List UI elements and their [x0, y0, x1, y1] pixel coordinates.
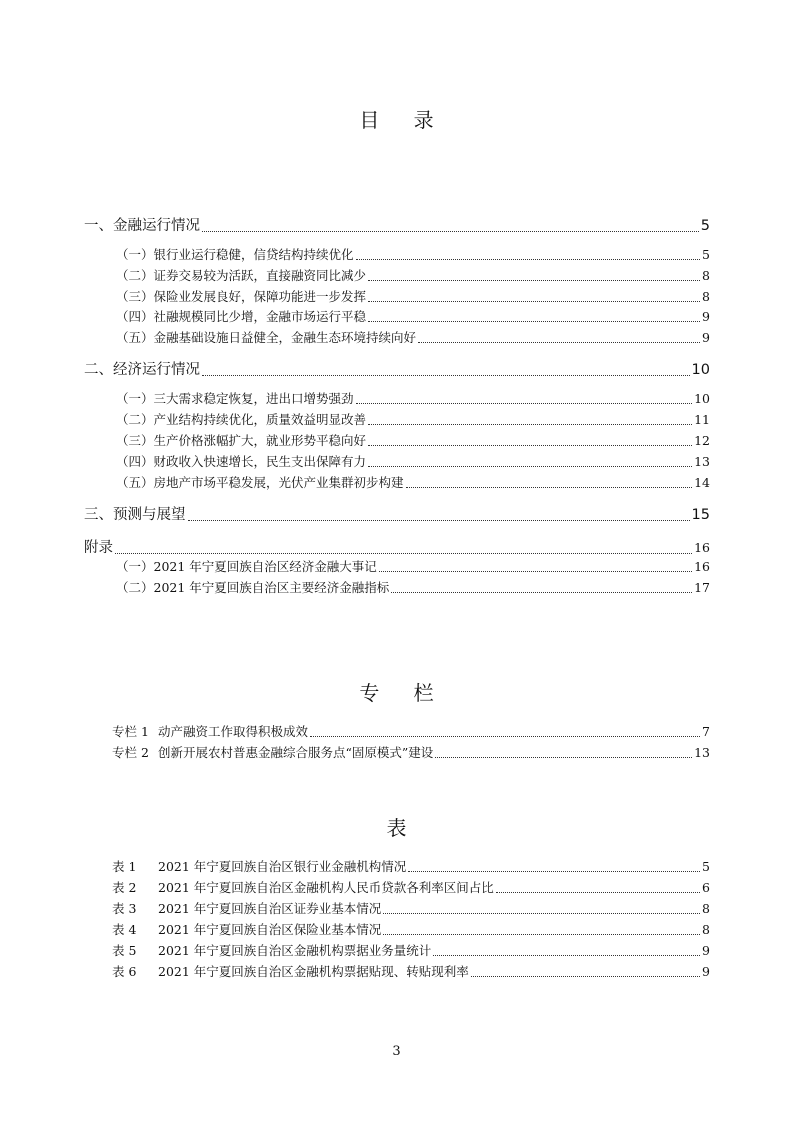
table-entry[interactable] [112, 962, 710, 980]
toc-item-label: （一）2021 年宁夏回族自治区经济金融大事记 [116, 559, 377, 574]
toc-page-number: 7 [702, 724, 710, 739]
leader-dots [356, 402, 693, 404]
leader-dots [418, 341, 700, 343]
toc-section-label: 三、预测与展望 [84, 507, 186, 523]
toc-item-label: （一）银行业运行稳健，信贷结构持续优化 [116, 247, 354, 262]
leader-dots [202, 230, 699, 232]
toc-page-number: 9 [702, 964, 710, 979]
toc-item[interactable] [116, 557, 710, 575]
toc-item-label: （二）2021 年宁夏回族自治区主要经济金融指标 [116, 580, 390, 595]
toc-page-number: 13 [694, 745, 710, 760]
toc-page-number: 16 [694, 540, 710, 555]
toc-page-number: 17 [694, 580, 710, 595]
toc-item[interactable] [116, 410, 710, 428]
column-entry[interactable] [112, 722, 710, 740]
table-entry-label: 2021 年宁夏回族自治区保险业基本情况 [158, 922, 382, 937]
table-entry[interactable] [112, 899, 710, 917]
toc-item-label: （四）财政收入快速增长，民生支出保障有力 [116, 454, 367, 469]
toc-page-number: 11 [694, 412, 710, 427]
toc-item[interactable] [116, 473, 710, 491]
toc-page-number: 6 [702, 880, 710, 895]
table-entry[interactable] [112, 878, 710, 896]
table-entry-text [112, 878, 494, 896]
leader-dots [368, 300, 700, 302]
toc-section-appendix[interactable] [84, 536, 710, 557]
toc-page-number: 9 [702, 309, 710, 324]
column-entry-text [112, 722, 308, 740]
toc-item-label: （四）社融规模同比少增，金融市场运行平稳 [116, 309, 367, 324]
toc-page-number: 12 [694, 433, 710, 448]
table-entry[interactable] [112, 941, 710, 959]
table-entry-number: 表 6 [112, 964, 137, 979]
tables-title: 表 [386, 816, 421, 840]
toc-item-label: （三）保险业发展良好，保障功能进一步发挥 [116, 289, 367, 304]
toc-item[interactable] [116, 307, 710, 325]
toc-section-3[interactable] [84, 503, 710, 524]
toc-item-label: （五）房地产市场平稳发展，光伏产业集群初步构建 [116, 475, 404, 490]
leader-dots [188, 519, 690, 521]
table-entry-number: 表 5 [112, 943, 137, 958]
leader-dots [383, 912, 700, 914]
toc-item-label: （二）证券交易较为活跃，直接融资同比减少 [116, 268, 367, 283]
toc-item[interactable] [116, 287, 710, 305]
toc-page-number: 5 [700, 218, 710, 234]
leader-dots [356, 258, 701, 260]
column-entry-label: 动产融资工作取得积极成效 [158, 724, 309, 739]
toc-page-number: 14 [694, 475, 710, 490]
table-entry-label: 2021 年宁夏回族自治区金融机构票据贴现、转贴现利率 [158, 964, 469, 979]
leader-dots [435, 756, 692, 758]
toc-page-number: 10 [694, 391, 710, 406]
leader-dots [471, 975, 700, 977]
table-entry[interactable] [112, 857, 710, 875]
leader-dots [368, 320, 700, 322]
table-entry-text [112, 899, 381, 917]
table-entry[interactable] [112, 920, 710, 938]
toc-page-number: 9 [702, 943, 710, 958]
toc-item[interactable] [116, 245, 710, 263]
toc-item-label: （三）生产价格涨幅扩大，就业形势平稳向好 [116, 433, 367, 448]
table-entry-number: 表 2 [112, 880, 137, 895]
leader-dots [115, 552, 692, 554]
table-entry-number: 表 3 [112, 901, 137, 916]
toc-page-number: 13 [694, 454, 710, 469]
toc-item-label: （二）产业结构持续优化，质量效益明显改善 [116, 412, 367, 427]
toc-page-number: 8 [702, 901, 710, 916]
toc-page-number: 5 [702, 859, 710, 874]
leader-dots [202, 374, 690, 376]
leader-dots [391, 591, 692, 593]
table-entry-number: 表 4 [112, 922, 137, 937]
toc-page-number: 15 [691, 507, 710, 523]
toc-item[interactable] [116, 452, 710, 470]
leader-dots [368, 465, 692, 467]
table-entry-text [112, 857, 406, 875]
toc-section-label: 二、经济运行情况 [84, 362, 200, 378]
leader-dots [406, 486, 693, 488]
column-entry-number: 专栏 2 [112, 745, 149, 760]
toc-page-number: 9 [702, 330, 710, 345]
toc-page-number: 8 [702, 268, 710, 283]
column-entry-number: 专栏 1 [112, 724, 149, 739]
table-entry-label: 2021 年宁夏回族自治区银行业金融机构情况 [158, 859, 407, 874]
toc-item[interactable] [116, 328, 710, 346]
toc-title: 目 录 [359, 108, 448, 132]
table-entry-label: 2021 年宁夏回族自治区金融机构票据业务量统计 [158, 943, 432, 958]
toc-section-label: 附录 [84, 540, 113, 556]
leader-dots [408, 870, 700, 872]
leader-dots [433, 954, 700, 956]
page-number: 3 [392, 1044, 401, 1059]
table-entry-number: 表 1 [112, 859, 137, 874]
table-entry-text [112, 941, 431, 959]
table-entry-text [112, 920, 381, 938]
toc-page-number: 8 [702, 922, 710, 937]
table-entry-text [112, 962, 469, 980]
leader-dots [310, 735, 700, 737]
toc-item[interactable] [116, 431, 710, 449]
columns-title: 专 栏 [359, 681, 448, 705]
toc-item-label: （五）金融基础设施日益健全，金融生态环境持续向好 [116, 330, 417, 345]
toc-item[interactable] [116, 578, 710, 596]
leader-dots [379, 570, 692, 572]
toc-page-number: 16 [694, 559, 710, 574]
leader-dots [368, 423, 692, 425]
toc-page-number: 5 [702, 247, 710, 262]
table-entry-label: 2021 年宁夏回族自治区证券业基本情况 [158, 901, 382, 916]
leader-dots [383, 933, 700, 935]
toc-section-2[interactable] [84, 358, 710, 379]
toc-section-1[interactable] [84, 214, 710, 235]
leader-dots [496, 891, 700, 893]
toc-page-number: 10 [691, 362, 710, 378]
column-entry-label: 创新开展农村普惠金融综合服务点“固原模式”建设 [158, 745, 434, 760]
toc-page-number: 8 [702, 289, 710, 304]
toc-item[interactable] [116, 389, 710, 407]
toc-item-label: （一）三大需求稳定恢复，进出口增势强劲 [116, 391, 354, 406]
table-entry-label: 2021 年宁夏回族自治区金融机构人民币贷款各利率区间占比 [158, 880, 494, 895]
leader-dots [368, 444, 692, 446]
toc-section-label: 一、金融运行情况 [84, 218, 200, 234]
leader-dots [368, 279, 700, 281]
column-entry-text [112, 743, 433, 761]
column-entry[interactable] [112, 743, 710, 761]
toc-item[interactable] [116, 266, 710, 284]
